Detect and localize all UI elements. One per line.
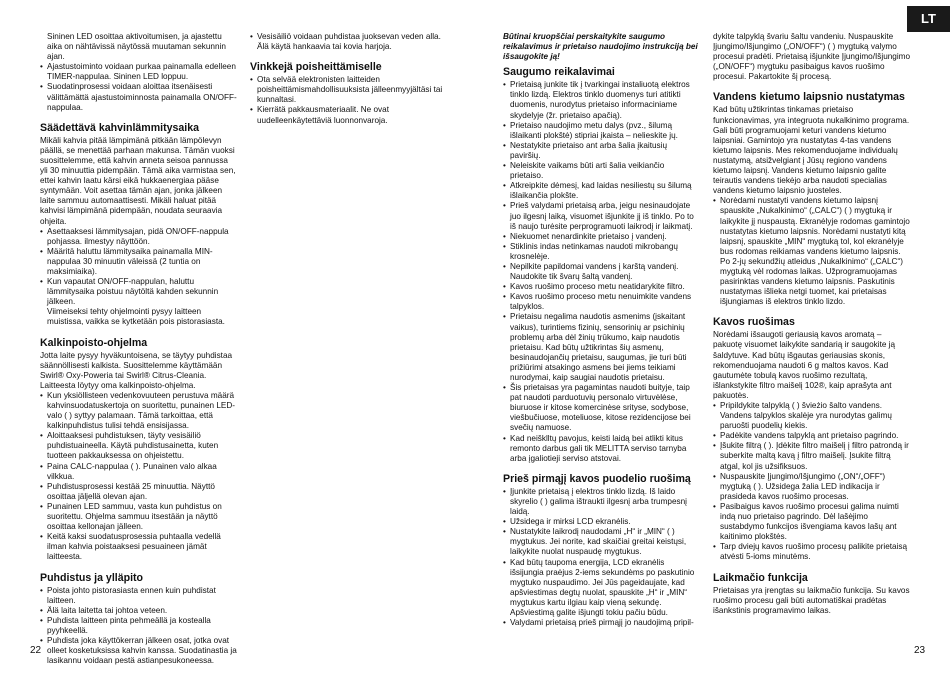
list-item: • Puhdista joka käyttökerran jälkeen osat, jotka ovat olleet kosketuksissa kahvin kanssa. Suodatinastia ja lasikannu voidaan pestä astianpesukoneessa.	[40, 636, 237, 666]
list-item: • Valydami prietaisą prieš pirmąjį jo naudojimą pripil-	[503, 618, 699, 628]
section-heading-decalcification: Kalkinpoisto-ohjelma	[40, 336, 148, 349]
list-item: • Kavos ruošimo proceso metu neatidarykite filtro.	[503, 282, 699, 292]
list-item: • Aloittaaksesi puhdistuksen, täyty vesisäiliö puhdistuaineella. Käytä puhdistusainetta, kuten tuotteen pakkauksessa on ohjeistettu.	[40, 431, 237, 461]
list-item: • Nestatykite prietaiso ant arba šalia įkaitusių paviršių.	[503, 141, 699, 161]
list-item: • Tarp dviejų kavos ruošimo procesų palikite prietaisą atvėsti 5-ioms minutėms.	[713, 542, 911, 562]
right-page-column-2	[713, 32, 911, 616]
list-item: • Kad neišklltų pavojus, keisti laidą bei atlikti kitus remonto darbus gali tik MELITTA serviso tarnyba arba įgaliotieji serviso atstovai.	[503, 434, 699, 464]
list-item: • Kun vapautat ON/OFF-nappulan, haluttu lämmitysaika poistuu näytöltä kahden sekunnin jälkeen.	[40, 277, 237, 307]
section-heading-cleaning: Puhdistus ja ylläpito	[40, 571, 144, 584]
list-item: • Pripildykite talpyklą ( ) švieżio šalto vandens. Vandens talpyklos skalėje yra nurodytas galimų paruošti puodelių kiekis.	[713, 401, 911, 431]
paragraph: Prietaisas yra įrengtas su laikmačio funkcija. Su kavos ruošimo procesu gali būti automatiškai pradėtas išankstinis programavimo laikas.	[713, 585, 910, 615]
list-item: • Norėdami nustatyti vandens kietumo laipsnį spauskite „Nukalkinimo“ („CALC“) ( ) mygtuką ir laikykite jį nuspaustą. Ekranėlyje rodomas gamintojo nustatytas kietumo laipsnis. Norėdami nustatyti kitą laipsnį, spauskite „MIN“ mygtuką tol, kol ekranėlyje bus rodomas reikiamas vandens kietumo laipsnis. Po 2-jų sekundžių atleidus „Nukalkinimo“ („CALC“) mygtuką vėl rodomas laikas. Užprogramuojamas pasirinktas vandens kietumo laipsnis. Paskutinis nustatymas išlieka netgi tuomet, kai prietaisas išjungiamas iš elektros tinklo lizdo.	[713, 196, 911, 307]
cleaning-list	[40, 586, 237, 667]
list-item: • Niekuomet nenardinkite prietaiso į vandenį.	[503, 232, 699, 242]
list-item: • Ota selvää elektronisten laitteiden poisheittämismahdollisuuksista jälleenmyyjältäsi tai kunnaltasi.	[250, 75, 443, 105]
list-item: • Atkreipkite dėmesį, kad laidas nesiliestų su šilumą išlaikančia plokšte.	[503, 181, 699, 201]
paragraph: Jotta laite pysyy hyväkuntoisena, se täytyy puhdistaa säännöllisesti kalkista. Suosittelemme käyttämään Swirl® Oxy-Poweria tai Swirl® Citrus-Cleania. Laitteesta löytyy oma kalkinpoisto-ohjelma.	[40, 350, 233, 390]
paragraph: Viimeiseksi tehty ohjelmointi pysyy laitteen muistissa, vaikka se kytketään pois pistorasiasta.	[47, 307, 225, 327]
list-item: • Prietaiso naudojimo metu dalys (pvz., šilumą išlaikanti plokštė) stipriai įkaista – nelieskite jų.	[503, 121, 699, 141]
first-use-list	[503, 487, 699, 628]
list-item: • Älä laita laitetta tai johtoa veteen.	[40, 606, 237, 616]
list-item: Sininen LED osoittaa aktivoitumisen, ja ajastettu aika on nähtävissä näytössä muutaman sekunnin ajan.	[47, 32, 226, 62]
list-item: • Padėkite vandens talpyklą ant prietaiso pagrindo.	[713, 431, 911, 441]
section-heading-brewing: Kavos ruošimas	[713, 316, 795, 329]
water-hardness-list	[713, 196, 911, 307]
list-item: • Kavos ruošimo proceso metu nenuimkite vandens talpyklos.	[503, 292, 699, 312]
section-heading-timer: Laikmačio funkcija	[713, 571, 808, 584]
section-heading-heating-time: Säädettävä kahvinlämmitysaika	[40, 121, 199, 134]
disposal-list	[250, 75, 443, 125]
list-item: • Ajastustoiminto voidaan purkaa painamalla edelleen TIMER-nappulaa. Sininen LED loppuu.	[40, 62, 237, 82]
list-item: • Stiklinis indas netinkamas naudoti mikrobangų krosnelėje.	[503, 242, 699, 262]
list-item: • Kun yksiöllisteen vedenkovuuteen perustuva määrä kahvinsuodatuskertoja on suoritettu, punainen LED-valo ( ) syttyy palamaan. Tämä tarkoittaa, että kalkinpuhdistus tulisi tehdä ensisijassa.	[40, 391, 237, 431]
section-heading-water-hardness: Vandens kietumo laipsnio nustatymas	[713, 91, 905, 104]
list-item: • Paina CALC-nappulaa ( ). Punainen valo alkaa vilkkua.	[40, 462, 237, 482]
page-number-right: 23	[914, 645, 926, 656]
list-item: • Įšukite filtrą ( ). Įdėkite filtro maišelį į filtro patrondą ir suberkite maltą kavą į filtro maišelį. Įsukite filtrą atgal, kol jis užsifiksuos.	[713, 441, 911, 471]
list-item: • Prietaisą junkite tik į tvarkingai instaliuotą elektros tinklo lizdą. Elektros tinklo duomenys turi atitikti duomenis, nurodytus prietaiso informaciniame skydelyje (žr. prietaiso apačią).	[503, 80, 699, 120]
list-item: • Prieš valydami prietaisą arba, jeigu nesinaudojate juo ilgesnį laiką, visuomet išjunkite jį iš tinklo. Po to iš naujo turėsite perprogramuoti laikrodį ir laikmatį.	[503, 201, 699, 231]
list-item: • Neleiskite vaikams būti arti šalia veikiančio prietaiso.	[503, 161, 699, 181]
paragraph: Mikäli kahvia pitää lämpimänä pitkään lämpölevyn päällä, se menettää parhaan makunsa. Tämän vuoksi suosittelemme, että kahvin anneta seisoa pannussa yli 30 minuuttia pidempään. Tämä aika varmistaa sen, ettei kahvin laatu kärsi eikä hukkaenergiaa pääse syntymään. Voit asettaa tämän ajan, jonka jälkeen laite sammuu automaattisesti. Mikäli haluat pitää kahvisi lämpimänä pidempään, noudata seuraavia ohjeita.	[40, 135, 236, 226]
safety-warning: Būtinai kruopščiai perskaitykite saugumo reikalavimus ir prietaiso naudojimo instrukciją bei išsaugokite ją!	[503, 32, 698, 62]
list-item: • Vesisäiliö voidaan puhdistaa juoksevan veden alla. Älä käytä hankaavia tai kovia harjoja.	[250, 32, 443, 52]
list-item: • Įjunkite prietaisą į elektros tinklo lizdą. Iš laido skyrelio ( ) galima ištraukti ilgesnį arba trumpesnį laidą.	[503, 487, 699, 517]
section-heading-safety: Saugumo reikalavimai	[503, 66, 615, 79]
list-item: • Suodatinprosessi voidaan aloittaa itsenäisesti välittämättä ajastustoiminnosta painamalla ON/OFF-nappulaa.	[40, 82, 237, 112]
list-item: • Keitä kaksi suodatusprosessia puhtaalla vedellä ilman kahvia poistaaksesi pesuaineen jämät laitteesta.	[40, 532, 237, 562]
list-item: • Nuspauskite Įjungimo/Išjungimo („ON“/„OFF“) mygtuką ( ). Užsidega žalia LED indikacija ir prasideda kavos ruošimo procesas.	[713, 472, 911, 502]
section-heading-disposal: Vinkkejä poisheittämiselle	[250, 61, 382, 74]
brewing-list	[713, 401, 911, 563]
paragraph: Kad būtų užtikrintas tinkamas prietaiso funkcionavimas, yra integruota nukalkinimo programa. Gali būti programuojami keturi vandens kietumo laipsniai. Gamintojo yra nustatytas 4-tas vandens kietumo laipsnis. Mes rekomenduojame individualų nustatymą, atsižvelgiant į Jūsų regiono vandens kietumo laipsnį. Vandens kietumo laipsnio galite teirautis vandens tiekėjo arba naudoti specialias vandens kietumo laipsnio juosteles.	[713, 105, 910, 196]
list-item: • Punainen LED sammuu, vasta kun puhdistus on suoritettu. Ohjelma sammuu itsestään ja näyttö osoittaa kellonajan jälleen.	[40, 502, 237, 532]
list-item: • Määritä haluttu lämmitysaika painamalla MIN-nappulaa 30 minuutin väleissä (2 tuntia on maksimiaika).	[40, 247, 237, 277]
list-item: • Šis prietaisas yra pagamintas naudoti buityje, taip pat naudoti parduotuvių personalo virtuvėlėse, biuruose ir kitose komercinėse srityse, sodybose, viešbučiuose, moteliuose, kitose rezidencijose bei svečių namuose.	[503, 383, 699, 433]
paragraph: dykite talpyklą švariu šaltu vandeniu. Nuspauskite Įjungimo/Išjungimo („ON/OFF“) ( ) mygtuką valymo procesui pradėti. Prietaisą išjunkite Įjungimo/Išjungimo („ON/OFF“) mygtuku pasibaigus kavos ruošimo procesui. Pakartokite šį procesą.	[713, 32, 911, 82]
list-item: • Kad būtų taupoma energija, LCD ekranėlis išsijungia praėjus 2-iems sekundėms po paskutinio mygtuko nuspaudimo. Jei Jūs pageidaujate, kad apšviestimas degtų nuolat, spauskite „H“ ir „MIN“ mygtukus kartu ilgiau kaip vieną sekundę. Apšviestimą galite išjungti tokiu pačiu būdu.	[503, 558, 699, 619]
list-item: • Poista johto pistorasiasta ennen kuin puhdistat laitteen.	[40, 586, 237, 606]
heating-time-list	[40, 227, 237, 308]
right-page-column-1	[503, 32, 699, 628]
left-page-column-1	[40, 32, 237, 666]
language-tab: LT	[907, 6, 950, 32]
list-item: • Kierrätä pakkausmateriaalit. Ne ovat uudelleenkäytettäviä luonnonvaroja.	[250, 105, 443, 125]
intro-list	[40, 32, 237, 113]
list-item: • Nepilkite papildomai vandens į karštą vandenį. Naudokite tik švarų šaltą vandenį.	[503, 262, 699, 282]
list-item: • Asettaaksesi lämmitysajan, pidä ON/OFF-nappula pohjassa. ilmestyy näyttöön.	[40, 227, 237, 247]
list-item: • Prietaisu negalima naudotis asmenims (įskaitant vaikus), turintiems fizinių, sensorinių ar psichinių problemų arba dėl žinių trūkumo, kaip naudotis prietaisu. Kad būtų užtikrintas šių asmenų, besinaudojančių prietaisu, saugumas, jie turi būti prižiūrimi atsakingo asmens bei jiems teikiami nurodymai, kaip saugiai naudotis prietaisu.	[503, 312, 699, 383]
list-item: • Puhdistusprosessi kestää 25 minuuttia. Näyttö osoittaa jäljellä olevan ajan.	[40, 482, 237, 502]
list-item: • Užsidega ir mirksi LCD ekranėlis.	[503, 517, 699, 527]
safety-list	[503, 80, 699, 464]
page-number-left: 22	[30, 645, 42, 656]
list-item: • Nustatykite laikrodį naudodami „H“ ir „MIN“ ( ) mygtukus. Jei norite, kad skaičiai greitai keistųsi, laikykite nuolat nuspaudę mygtukus.	[503, 527, 699, 557]
list-item: • Pasibaigus kavos ruošimo procesui galima nuimti indą nuo prietaiso pagrindo. Dėl lašėjimo sustabdymo funkcijos išvengiama kavos lašų ant kaitinimo plokštės.	[713, 502, 911, 542]
decalcification-list	[40, 391, 237, 563]
section-heading-first-use: Prieš pirmąjį kavos puodelio ruošimą	[503, 472, 691, 485]
cleaning-list-continued	[250, 32, 443, 52]
list-item: • Puhdista laitteen pinta pehmeällä ja kostealla pyyhkeellä.	[40, 616, 237, 636]
paragraph: Norėdami išsaugoti geriausią kavos aromatą – pakuotę visuomet laikykite sandarią ir saugokite ją šaldytuve. Kad būtų išgautas geriausias skonis, rekomenduojama naudoti 6 g maltos kavos. Kad gautumėte tobulą kavos ruošimo rezultatą, išlankstykite filtro maišelį 102®, kaip aprašyta ant pakuotės.	[713, 330, 896, 400]
left-page-column-2	[250, 32, 443, 126]
